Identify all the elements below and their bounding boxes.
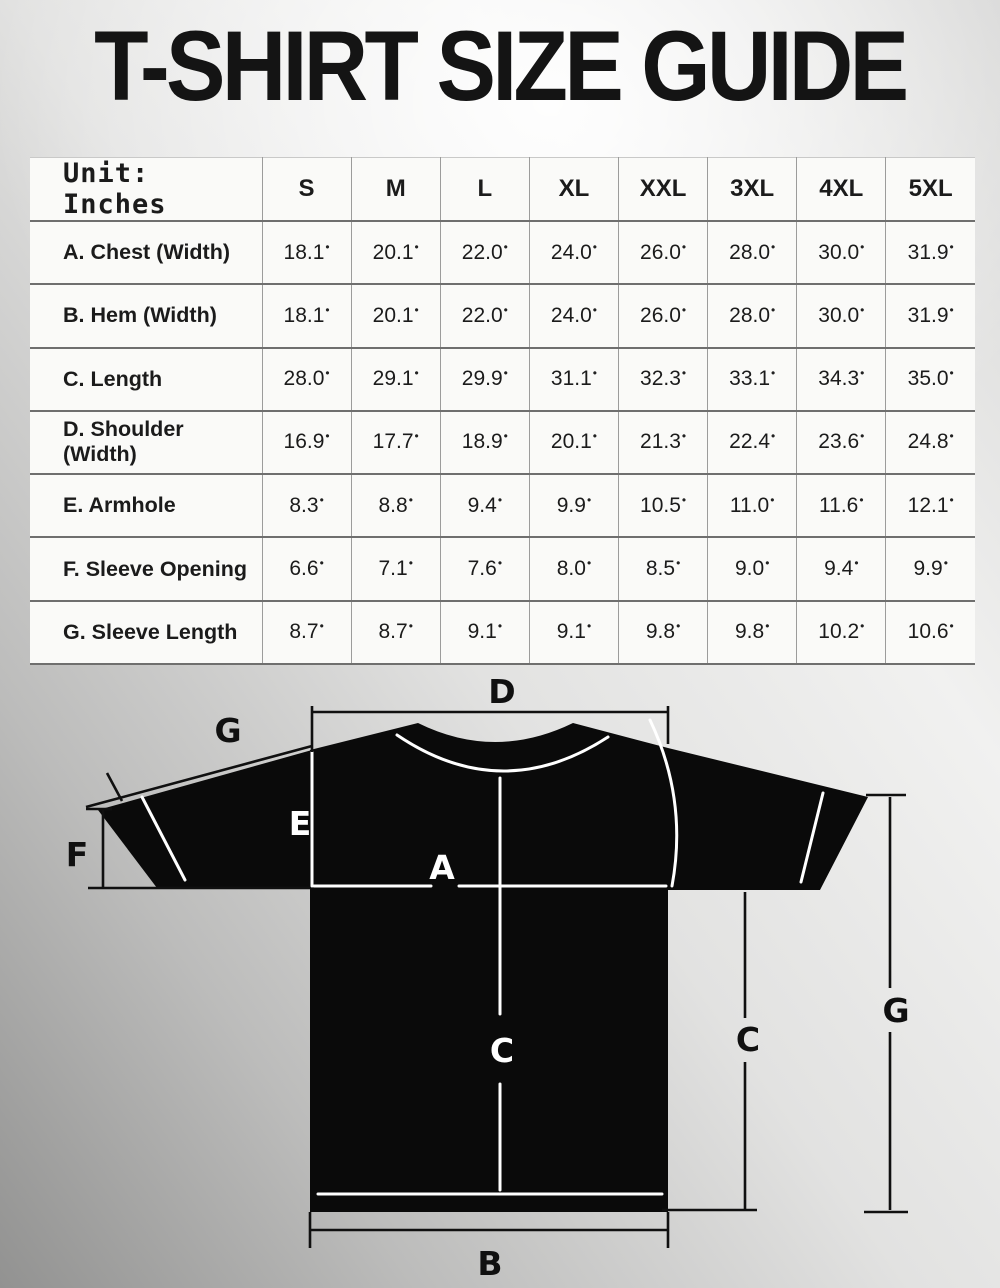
size-value: 10.2: [818, 620, 860, 644]
size-value-cell: 9.1•: [529, 601, 618, 664]
size-column-header: 5XL: [886, 158, 975, 222]
size-value-cell: 31.9•: [886, 221, 975, 284]
size-column-header: 4XL: [797, 158, 886, 222]
label-hem-b: B: [477, 1244, 503, 1283]
size-value-cell: 8.0•: [529, 537, 618, 600]
size-value-cell: 9.1•: [440, 601, 529, 664]
size-value: 8.0: [556, 557, 586, 581]
size-value: 31.9: [907, 240, 949, 264]
table-row: [30, 221, 975, 284]
size-value: 12.1: [907, 493, 949, 517]
size-value: 26.0: [640, 303, 681, 327]
size-value-cell: 29.9•: [440, 348, 529, 411]
size-value: 18.9: [461, 430, 503, 454]
size-value: 34.3: [818, 367, 860, 391]
size-value-cell: 26.0•: [619, 221, 708, 284]
label-length-right-c: C: [735, 1020, 761, 1059]
measurement-row-label: D. Shoulder (Width): [30, 411, 262, 474]
size-value: 10.6: [907, 620, 949, 644]
size-value: 28.0: [729, 303, 771, 327]
table-row: [30, 537, 975, 600]
size-value-cell: 8.7•: [262, 601, 351, 664]
measurement-row-label: B. Hem (Width): [30, 284, 262, 347]
table-row: [30, 411, 975, 474]
size-value-cell: 6.6•: [262, 537, 351, 600]
size-value-cell: 11.6•: [797, 474, 886, 537]
size-value-cell: 16.9•: [262, 411, 351, 474]
size-value: 28.0: [729, 240, 771, 264]
size-value-cell: 35.0•: [886, 348, 975, 411]
size-value: 7.6: [467, 557, 497, 581]
size-value: 7.1: [378, 557, 408, 581]
size-value-cell: 28.0•: [708, 284, 797, 347]
table-row: [30, 474, 975, 537]
size-value: 22.0: [461, 303, 503, 327]
size-value-cell: 34.3•: [797, 348, 886, 411]
size-value: 24.0: [550, 240, 592, 264]
size-value: 22.4: [729, 430, 771, 454]
size-value-cell: 18.9•: [440, 411, 529, 474]
size-value-cell: 10.5•: [619, 474, 708, 537]
size-value: 17.7: [372, 430, 414, 454]
size-value: 9.4: [467, 493, 497, 517]
table-row: [30, 601, 975, 664]
size-value: 8.8: [378, 493, 408, 517]
size-value: 29.9: [461, 367, 503, 391]
measurement-row-label: G. Sleeve Length: [30, 601, 262, 664]
size-table: [30, 157, 975, 665]
measurement-row-label: A. Chest (Width): [30, 221, 262, 284]
table-row: [30, 348, 975, 411]
size-value: 9.8: [645, 620, 676, 644]
size-value: 29.1: [372, 367, 414, 391]
size-column-header: 3XL: [708, 158, 797, 222]
title-bar: [0, 10, 1000, 121]
size-value-cell: 33.1•: [708, 348, 797, 411]
size-value-cell: 7.1•: [351, 537, 440, 600]
tshirt-shape: [98, 723, 868, 1212]
label-sleeve-length-left-g: G: [214, 711, 242, 750]
size-value: 16.9: [283, 430, 325, 454]
size-value-cell: 8.5•: [619, 537, 708, 600]
size-value-cell: 29.1•: [351, 348, 440, 411]
size-value: 23.6: [818, 430, 860, 454]
size-value: 33.1: [729, 367, 771, 391]
size-value-cell: 18.1•: [262, 284, 351, 347]
size-value: 10.5: [640, 493, 681, 517]
size-value-cell: 11.0•: [708, 474, 797, 537]
size-column-header: XXL: [619, 158, 708, 222]
size-value: 20.1: [550, 430, 592, 454]
size-value: 9.8: [734, 620, 765, 644]
size-value-cell: 30.0•: [797, 284, 886, 347]
size-value-cell: 8.8•: [351, 474, 440, 537]
size-value-cell: 30.0•: [797, 221, 886, 284]
size-column-header: S: [262, 158, 351, 222]
size-column-header: XL: [529, 158, 618, 222]
size-value: 11.0: [729, 493, 770, 517]
size-table-header-row: [30, 158, 975, 222]
size-value-cell: 23.6•: [797, 411, 886, 474]
size-value-cell: 20.1•: [529, 411, 618, 474]
size-value-cell: 10.6•: [886, 601, 975, 664]
label-sleeve-length-right-g: G: [882, 991, 910, 1030]
size-value-cell: 31.9•: [886, 284, 975, 347]
size-table-container: [30, 157, 975, 665]
size-value: 20.1: [372, 240, 414, 264]
size-value: 8.5: [645, 557, 676, 581]
size-value: 20.1: [372, 303, 414, 327]
measurement-row-label: C. Length: [30, 348, 262, 411]
size-value: 21.3: [640, 430, 681, 454]
page-title: T-SHIRT SIZE GUIDE: [94, 10, 906, 121]
size-value-cell: 8.7•: [351, 601, 440, 664]
measurement-row-label: F. Sleeve Opening: [30, 537, 262, 600]
size-value-cell: 20.1•: [351, 221, 440, 284]
size-value-cell: 22.0•: [440, 284, 529, 347]
size-column-header: M: [351, 158, 440, 222]
size-value-cell: 28.0•: [708, 221, 797, 284]
size-value: 32.3: [640, 367, 681, 391]
size-value-cell: 32.3•: [619, 348, 708, 411]
size-value: 35.0: [907, 367, 949, 391]
size-value-cell: 21.3•: [619, 411, 708, 474]
label-armhole-e: E: [288, 804, 312, 843]
size-value-cell: 9.9•: [886, 537, 975, 600]
size-value: 18.1: [283, 303, 325, 327]
size-value: 26.0: [640, 240, 681, 264]
size-value: 8.7: [378, 620, 408, 644]
size-value: 9.0: [734, 557, 765, 581]
label-length-center-c: C: [489, 1031, 515, 1070]
tshirt-measurement-diagram: [0, 670, 1000, 1288]
size-value: 9.1: [556, 620, 586, 644]
size-table-body: [30, 221, 975, 664]
size-value-cell: 9.9•: [529, 474, 618, 537]
size-value: 24.8: [907, 430, 949, 454]
size-value-cell: 12.1•: [886, 474, 975, 537]
size-value: 22.0: [461, 240, 503, 264]
size-value: 9.9: [556, 493, 586, 517]
hem-dim-line: [310, 1212, 668, 1248]
measurement-row-label: E. Armhole: [30, 474, 262, 537]
label-sleeve-opening-f: F: [65, 835, 89, 874]
size-value: 8.7: [289, 620, 319, 644]
size-value: 31.9: [907, 303, 949, 327]
size-value: 6.6: [289, 557, 319, 581]
size-value-cell: 9.8•: [708, 601, 797, 664]
unit-header-cell: Unit: Inches: [30, 158, 262, 222]
size-value: 9.9: [913, 557, 943, 581]
label-shoulder-d: D: [488, 672, 516, 711]
size-value: 18.1: [283, 240, 325, 264]
size-value-cell: 7.6•: [440, 537, 529, 600]
size-value: 9.1: [467, 620, 497, 644]
size-value-cell: 24.8•: [886, 411, 975, 474]
size-value-cell: 8.3•: [262, 474, 351, 537]
size-value-cell: 24.0•: [529, 284, 618, 347]
size-value-cell: 31.1•: [529, 348, 618, 411]
size-value-cell: 28.0•: [262, 348, 351, 411]
size-value: 30.0: [818, 240, 860, 264]
size-value-cell: 22.4•: [708, 411, 797, 474]
size-value-cell: 18.1•: [262, 221, 351, 284]
size-value: 9.4: [824, 557, 854, 581]
table-row: [30, 284, 975, 347]
size-value-cell: 10.2•: [797, 601, 886, 664]
size-value-cell: 9.0•: [708, 537, 797, 600]
size-value-cell: 22.0•: [440, 221, 529, 284]
size-value-cell: 9.4•: [440, 474, 529, 537]
size-column-header: L: [440, 158, 529, 222]
tshirt-diagram-svg: [0, 670, 1000, 1288]
size-value-cell: 24.0•: [529, 221, 618, 284]
size-value-cell: 9.8•: [619, 601, 708, 664]
size-value: 31.1: [550, 367, 592, 391]
size-value: 28.0: [283, 367, 325, 391]
size-value-cell: 17.7•: [351, 411, 440, 474]
size-value-cell: 20.1•: [351, 284, 440, 347]
size-value-cell: 9.4•: [797, 537, 886, 600]
size-value: 8.3: [289, 493, 319, 517]
size-value: 11.6: [819, 493, 859, 517]
size-value: 30.0: [818, 303, 860, 327]
label-chest-a: A: [429, 848, 455, 887]
size-value-cell: 26.0•: [619, 284, 708, 347]
size-value: 24.0: [550, 303, 592, 327]
